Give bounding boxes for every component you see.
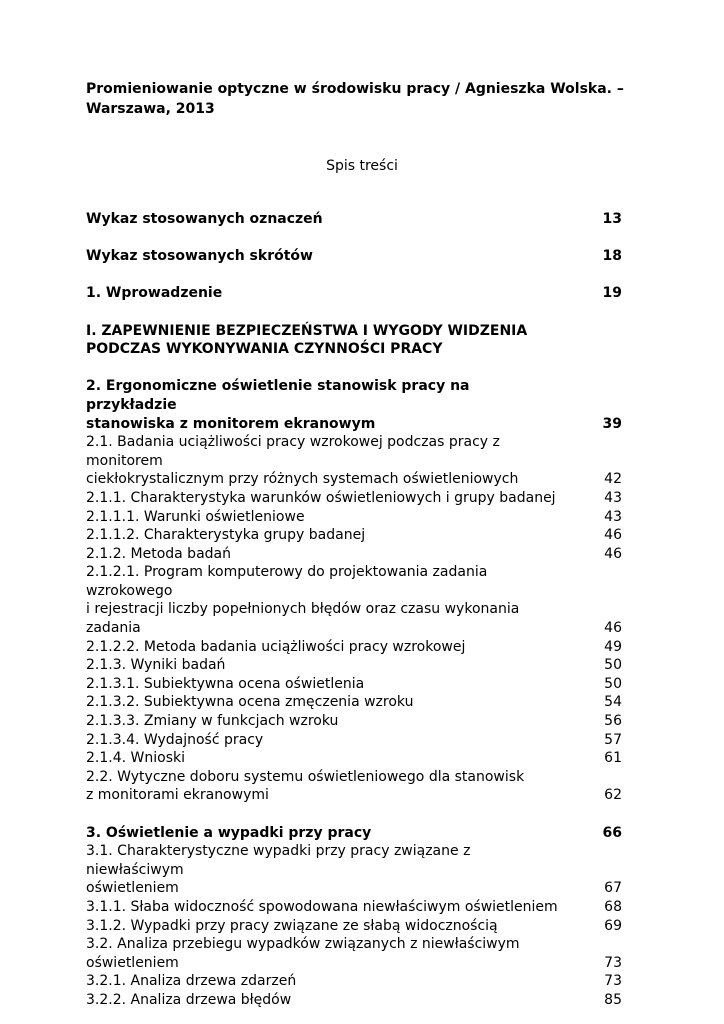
toc-entry-line: 2.1.3.1. Subiektywna ocena oświetlenia <box>86 675 365 692</box>
toc-entry <box>86 768 622 805</box>
toc-entry-title <box>86 768 598 805</box>
toc-entry-line: 2.1.3. Wyniki badań <box>86 657 226 674</box>
toc-entry-title <box>86 712 598 731</box>
toc-entry-line: 1. Wprowadzenie <box>86 285 223 302</box>
toc-entry-line: 3.1. Charakterystyczne wypadki przy pracy związane z niewłaściwym <box>86 843 471 878</box>
toc-entry-title <box>86 545 598 564</box>
toc-entry-title <box>86 917 598 936</box>
toc-entry-title <box>86 563 598 637</box>
toc-entry-line: ciekłokrystalicznym przy różnych systemach oświetleniowych <box>86 471 519 488</box>
toc-entry-page-number: 43 <box>604 489 622 506</box>
toc-entry-line: oświetleniem <box>86 880 179 897</box>
toc-entry-line: 3.1.1. Słaba widoczność spowodowana niewłaściwym oświetleniem <box>86 898 558 915</box>
toc-entry <box>86 377 622 433</box>
toc-entry-line: 2.1. Badania uciążliwości pracy wzrokowej podczas pracy z monitorem <box>86 434 500 469</box>
toc-entry-title <box>86 972 598 991</box>
toc-entry-line: 2.1.2. Metoda badań <box>86 545 231 562</box>
toc-entry-page-number: 73 <box>604 973 622 990</box>
toc-entry-page-number: 49 <box>604 638 622 655</box>
toc-entry <box>86 508 622 527</box>
toc-entry-page-number: 46 <box>604 620 622 637</box>
toc-entry-page-number: 54 <box>604 694 622 711</box>
toc-entry-line: 2.1.3.2. Subiektywna ocena zmęczenia wzroku <box>86 694 414 711</box>
toc-entry <box>86 638 622 657</box>
toc-entry-title <box>86 433 598 489</box>
toc-entry-line: i rejestracji liczby popełnionych błędów oraz czasu wykonania zadania <box>86 601 520 637</box>
toc-entry-title <box>86 935 598 972</box>
toc-entry <box>86 972 622 991</box>
toc-entry-page-number: 66 <box>602 824 622 841</box>
toc-entry-page-number: 13 <box>602 211 622 227</box>
toc-entry-page-number: 19 <box>602 285 622 302</box>
toc-entry-page-number: 69 <box>604 917 622 934</box>
toc-entry <box>86 842 622 898</box>
toc-entry-line: oświetleniem <box>86 954 179 971</box>
toc-entry-title <box>86 842 598 898</box>
toc-entry <box>86 935 622 972</box>
toc-entry <box>86 712 622 731</box>
toc-entry-page-number: 56 <box>604 713 622 730</box>
toc-entry-title <box>86 675 598 694</box>
toc-entry-line: Wykaz stosowanych skrótów <box>86 248 313 265</box>
toc-entry-title <box>86 508 598 527</box>
toc-entry-line: z monitorami ekranowymi <box>86 787 269 804</box>
toc-entry-line: 3.2. Analiza przebiegu wypadków związanych z niewłaściwym <box>86 936 520 953</box>
toc-entry <box>86 247 622 266</box>
toc-entry-title <box>86 247 598 266</box>
toc-entry-title <box>86 656 598 675</box>
toc-entry <box>86 433 622 489</box>
toc-entry <box>86 898 622 917</box>
toc-entry-line: 3.2.2. Analiza drzewa błędów <box>86 991 292 1008</box>
toc-entry-line: 2.1.4. Wnioski <box>86 750 185 767</box>
toc-entry-page-number: 50 <box>604 675 622 692</box>
toc-entry <box>86 545 622 564</box>
toc-entry-line: 2. Ergonomiczne oświetlenie stanowisk pracy na przykładzie <box>86 378 470 413</box>
toc-entry-title <box>86 898 598 917</box>
toc-entry-page-number: 42 <box>604 471 622 488</box>
toc-entry <box>86 749 622 768</box>
toc-entry-title <box>86 489 598 508</box>
toc-entry-page-number: 62 <box>604 787 622 804</box>
toc-entry-page-number: 18 <box>602 248 622 265</box>
toc-entry-title <box>86 638 598 657</box>
toc-entry <box>86 489 622 508</box>
toc-entry-title <box>86 693 598 712</box>
table-of-contents <box>86 210 622 1010</box>
toc-entry-line: 2.1.3.4. Wydajność pracy <box>86 731 264 748</box>
toc-entry-title <box>86 377 598 433</box>
toc-entry-page-number: 57 <box>604 731 622 748</box>
toc-entry-page-number: 39 <box>602 415 622 432</box>
toc-entry-line: 2.1.2.1. Program komputerowy do projektowania zadania wzrokowego <box>86 564 488 599</box>
toc-entry-title <box>86 210 598 229</box>
toc-entry <box>86 656 622 675</box>
toc-entry-page-number: 46 <box>604 545 622 562</box>
toc-entry-page-number: 43 <box>604 508 622 525</box>
toc-entry-page-number: 61 <box>604 750 622 767</box>
toc-entry-line: 2.1.1.1. Warunki oświetleniowe <box>86 508 305 525</box>
toc-entry-line: 2.1.2.2. Metoda badania uciążliwości pracy wzrokowej <box>86 638 466 655</box>
toc-entry-title <box>86 991 598 1010</box>
toc-entry-page-number: 50 <box>604 657 622 674</box>
toc-entry-line: 3.2.1. Analiza drzewa zdarzeń <box>86 973 297 990</box>
toc-entry-page-number: 46 <box>604 527 622 544</box>
toc-entry-line: 3.1.2. Wypadki przy pracy związane ze słabą widocznością <box>86 917 498 934</box>
toc-entry-line: stanowiska z monitorem ekranowym <box>86 415 376 432</box>
toc-entry <box>86 210 622 229</box>
toc-entry-line: 2.2. Wytyczne doboru systemu oświetleniowego dla stanowisk <box>86 768 525 785</box>
toc-entry-title <box>86 731 598 750</box>
toc-entry <box>86 675 622 694</box>
toc-title: Spis treści <box>326 158 398 174</box>
header-line-2: Warszawa, 2013 <box>86 101 215 117</box>
toc-entry <box>86 693 622 712</box>
toc-entry-line: 2.1.1.2. Charakterystyka grupy badanej <box>86 527 366 544</box>
toc-entry <box>86 824 622 843</box>
toc-entry-title <box>86 284 598 303</box>
toc-entry-page-number: 68 <box>604 898 622 915</box>
toc-entry-title <box>86 526 598 545</box>
toc-entry-title <box>86 322 598 359</box>
publication-header <box>86 79 626 119</box>
toc-entry-line: 2.1.3.3. Zmiany w funkcjach wzroku <box>86 713 339 730</box>
toc-entry <box>86 322 622 359</box>
toc-entry-line: I. ZAPEWNIENIE BEZPIECZEŃSTWA I WYGODY WIDZENIA <box>86 322 528 339</box>
toc-entry <box>86 284 622 303</box>
toc-entry-line: PODCZAS WYKONYWANIA CZYNNOŚCI PRACY <box>86 341 443 358</box>
toc-entry-title <box>86 749 598 768</box>
toc-entry <box>86 731 622 750</box>
toc-entry-line: 3. Oświetlenie a wypadki przy pracy <box>86 824 372 841</box>
toc-entry <box>86 563 622 637</box>
toc-entry-line: 2.1.1. Charakterystyka warunków oświetleniowych i grupy badanej <box>86 489 556 506</box>
toc-entry <box>86 917 622 936</box>
header-line-1: Promieniowanie optyczne w środowisku pracy / Agnieszka Wolska. – <box>86 81 624 97</box>
toc-entry-title <box>86 824 598 843</box>
toc-entry <box>86 526 622 545</box>
toc-entry-page-number: 73 <box>604 954 622 971</box>
toc-entry <box>86 991 622 1010</box>
toc-entry-page-number: 85 <box>604 991 622 1008</box>
toc-entry-line: Wykaz stosowanych oznaczeń <box>86 211 323 227</box>
toc-entry-page-number: 67 <box>604 880 622 897</box>
